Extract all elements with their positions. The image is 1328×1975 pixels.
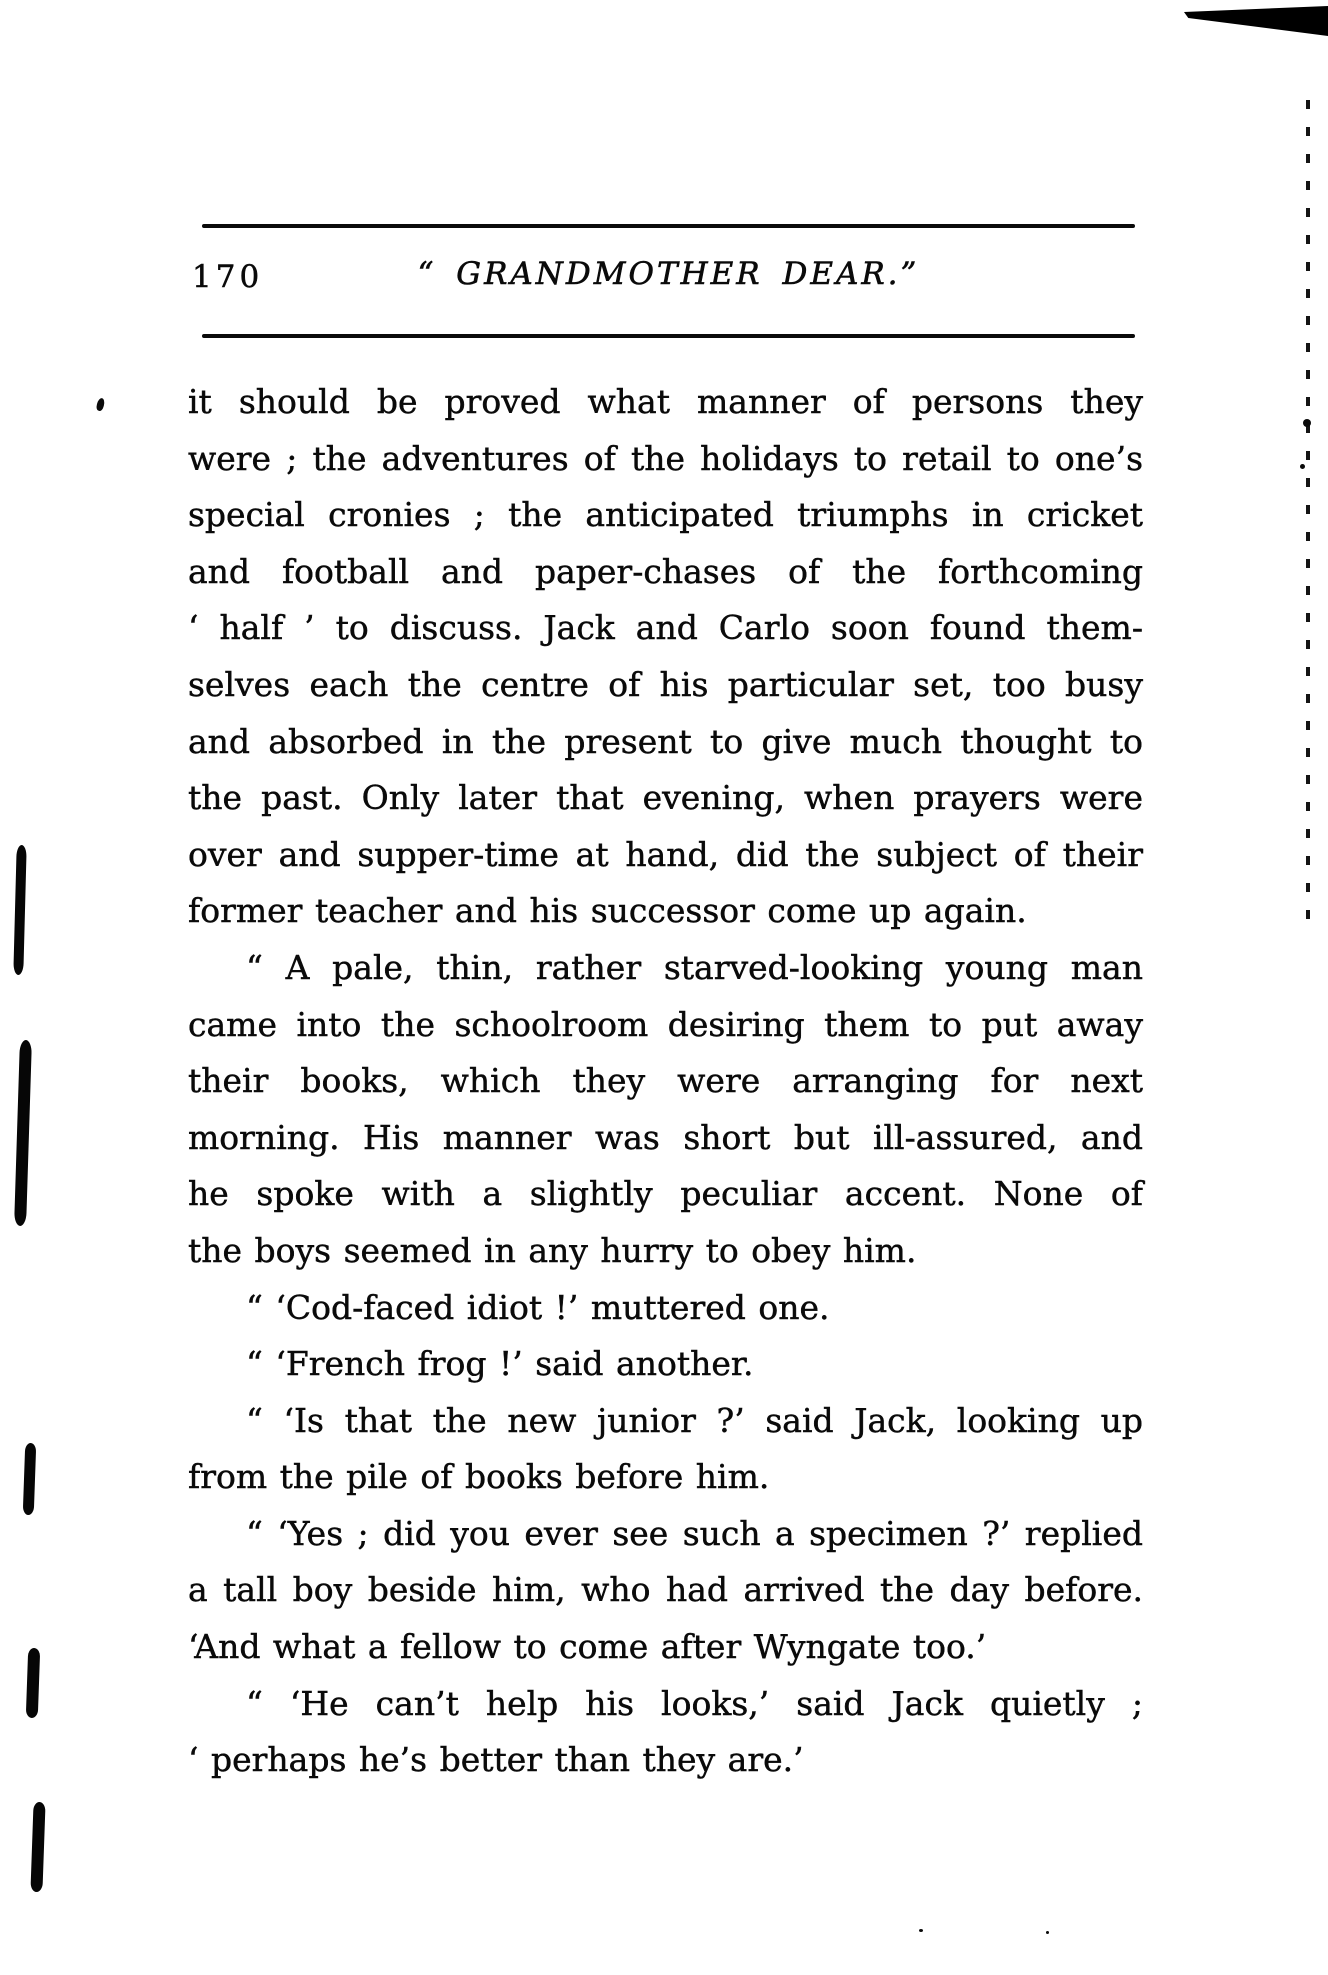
text-line: came into the schoolroom desiring them to put away bbox=[188, 1004, 1143, 1044]
text-line: selves each the centre of his particular set, too busy bbox=[188, 664, 1143, 704]
scan-corner-fold-artifact bbox=[1184, 6, 1328, 36]
text-line: and football and paper-chases of the forthcoming bbox=[188, 551, 1143, 591]
ink-smudge bbox=[13, 845, 26, 975]
text-line: “ ‘Cod-faced idiot !’ muttered one. bbox=[246, 1287, 830, 1327]
header-rule-top bbox=[202, 224, 1135, 228]
ink-smudge bbox=[30, 1802, 45, 1892]
text-line: a tall boy beside him, who had arrived the day before. bbox=[188, 1570, 1143, 1610]
text-line: from the pile of books before him. bbox=[188, 1457, 770, 1497]
text-line: “ ‘He can’t help his looks,’ said Jack quietly ; bbox=[246, 1683, 1143, 1723]
text-line: ‘ perhaps he’s better than they are.’ bbox=[188, 1740, 804, 1780]
ink-smudge bbox=[23, 1443, 37, 1515]
page-number: 170 bbox=[192, 259, 264, 295]
ink-smudge bbox=[14, 1040, 32, 1226]
text-line: it should be proved what manner of persons they bbox=[188, 382, 1143, 421]
body-text bbox=[188, 374, 1143, 1789]
text-line: the past. Only later that evening, when prayers were bbox=[188, 778, 1143, 818]
ink-speck bbox=[919, 1929, 923, 1932]
scan-right-edge-artifact bbox=[1306, 100, 1310, 920]
text-line: he spoke with a slightly peculiar accent. None of bbox=[188, 1174, 1143, 1214]
ink-smudge bbox=[26, 1648, 40, 1718]
header-rule-bottom bbox=[202, 334, 1135, 338]
running-title: “ GRANDMOTHER DEAR.” bbox=[417, 256, 920, 292]
text-line: special cronies ; the anticipated triumphs in cricket bbox=[188, 495, 1143, 535]
ink-speck bbox=[96, 397, 106, 411]
text-line: former teacher and his successor come up again. bbox=[188, 891, 1027, 931]
text-line: the boys seemed in any hurry to obey him. bbox=[188, 1230, 917, 1270]
ink-speck bbox=[1046, 1931, 1049, 1934]
text-line: “ A pale, thin, rather starved-looking young man bbox=[246, 947, 1143, 987]
text-line: their books, which they were arranging for next bbox=[188, 1061, 1143, 1101]
ink-speck bbox=[1300, 464, 1305, 469]
text-line: were ; the adventures of the holidays to retail to one’s bbox=[188, 438, 1143, 478]
text-line: ‘ half ’ to discuss. Jack and Carlo soon found them- bbox=[188, 608, 1143, 648]
text-line: morning. His manner was short but ill-assured, and bbox=[188, 1117, 1143, 1157]
text-line: and absorbed in the present to give much thought to bbox=[188, 721, 1143, 761]
text-line: “ ‘Is that the new junior ?’ said Jack, looking up bbox=[246, 1400, 1143, 1440]
text-line: “ ‘Yes ; did you ever see such a specimen ?’ replied bbox=[246, 1513, 1143, 1553]
text-line: over and supper-time at hand, did the subject of their bbox=[188, 834, 1143, 874]
ink-speck bbox=[1303, 419, 1311, 427]
text-line: “ ‘French frog !’ said another. bbox=[246, 1344, 754, 1384]
text-line: ‘And what a fellow to come after Wyngate too.’ bbox=[188, 1627, 987, 1667]
